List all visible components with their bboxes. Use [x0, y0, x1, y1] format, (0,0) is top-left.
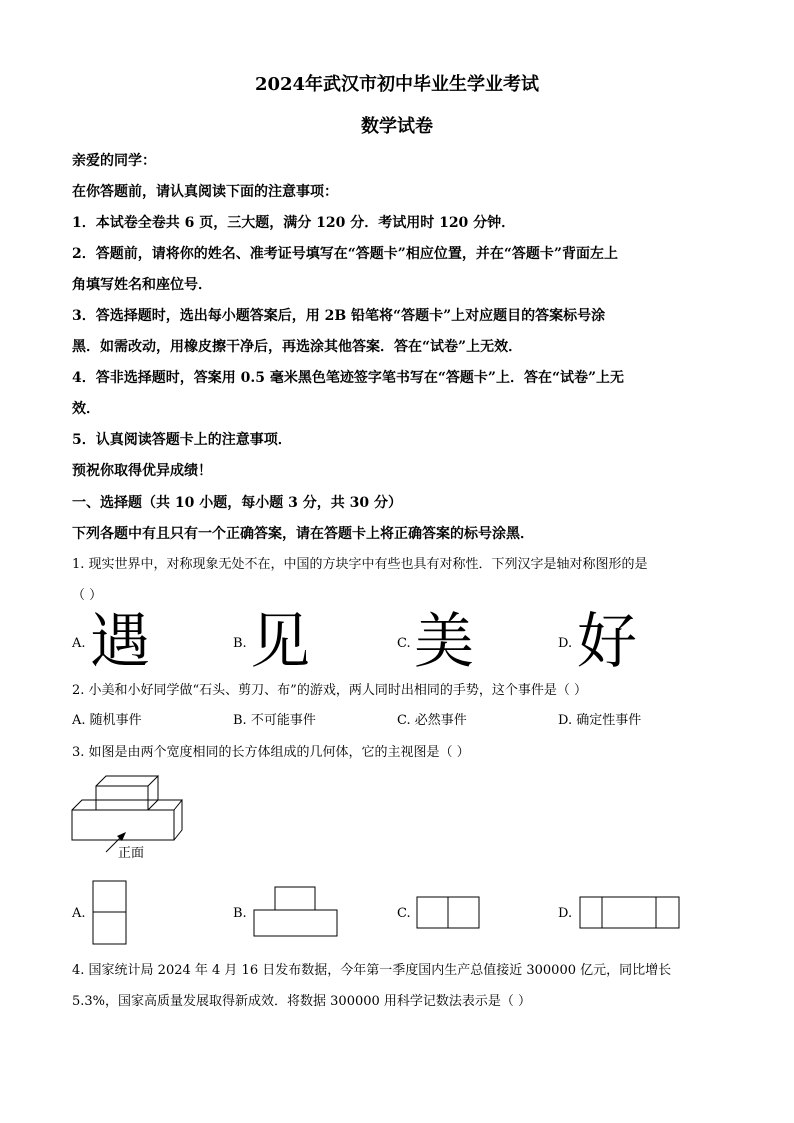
q1-option-c-letter: C.	[397, 636, 411, 651]
q1-option-c-char: 美	[414, 607, 474, 677]
q2-option-b: B. 不可能事件	[233, 713, 316, 728]
note-5: 5．认真阅读答题卡上的注意事项．	[72, 432, 292, 448]
note-4: 4．答非选择题时，答案用 0.5 毫米黑色笔迹签字笔书写在“答题卡”上．答在“试卷”上无	[72, 370, 625, 386]
q3-option-d-letter: D.	[558, 906, 573, 921]
question-2-text: 2. 小美和小好同学做“石头、剪刀、布”的游戏，两人同时出相同的手势，这个事件是（ ）	[72, 683, 587, 698]
section-instruction: 下列各题中有且只有一个正确答案，请在答题卡上将正确答案的标号涂黑．	[72, 526, 534, 542]
q1-option-b-char: 见	[250, 607, 310, 677]
q1-option-d-letter: D.	[558, 636, 573, 651]
q1-option-a-char: 遇	[90, 607, 150, 677]
q1-option-a-letter: A.	[72, 636, 86, 651]
q3-option-c-letter: C.	[397, 906, 411, 921]
note-3: 3．答选择题时，选出每小题答案后，用 2B 铅笔将“答题卡”上对应题目的答案标号涂	[72, 308, 606, 324]
q3-option-b-figure	[253, 886, 339, 938]
instructions-lead: 在你答题前，请认真阅读下面的注意事项：	[72, 184, 338, 200]
q1-option-d-char: 好	[577, 607, 637, 677]
question-4-text: 4. 国家统计局 2024 年 4 月 16 日发布数据，今年第一季度国内生产总值接近 300000 亿元，同比增长	[72, 963, 672, 978]
q2-option-d: D. 确定性事件	[558, 713, 642, 728]
q3-option-b-letter: B.	[233, 906, 247, 921]
q1-option-b-letter: B.	[233, 636, 247, 651]
exam-subtitle: 数学试卷	[361, 116, 433, 137]
section-heading: 一、选择题（共 10 小题，每小题 3 分，共 30 分）	[72, 495, 402, 511]
note-1: 1．本试卷全卷共 6 页，三大题，满分 120 分．考试用时 120 分钟．	[72, 215, 516, 231]
q3-option-a-letter: A.	[72, 906, 86, 921]
q3-option-c-figure	[416, 896, 482, 930]
greeting: 亲爱的同学：	[72, 153, 156, 169]
front-view-label: 正面	[118, 846, 145, 861]
q2-option-a: A. 随机事件	[72, 713, 142, 728]
question-3-text: 3. 如图是由两个宽度相同的长方体组成的几何体，它的主视图是（ ）	[72, 745, 470, 760]
question-1-blank: （ ）	[72, 588, 103, 603]
q3-option-d-figure	[579, 896, 681, 930]
note-4-cont: 效．	[72, 401, 100, 417]
note-3-cont: 黑．如需改动，用橡皮擦干净后，再选涂其他答案．答在“试卷”上无效．	[72, 339, 523, 355]
note-2: 2．答题前，请将你的姓名、准考证号填写在“答题卡”相应位置，并在“答题卡”背面左上	[72, 246, 618, 262]
wish: 预祝你取得优异成绩！	[72, 463, 212, 479]
exam-title: 2024年武汉市初中毕业生学业考试	[254, 74, 540, 95]
q2-option-c: C. 必然事件	[397, 713, 467, 728]
question-4-text-cont: 5.3%，国家高质量发展取得新成效．将数据 300000 用科学记数法表示是（ ）	[72, 994, 532, 1009]
q3-option-a-figure	[92, 880, 128, 946]
note-2-cont: 角填写姓名和座位号．	[72, 277, 212, 293]
question-1-text: 1. 现实世界中，对称现象无处不在，中国的方块字中有些也具有对称性．下列汉字是轴对称图形的是	[72, 557, 648, 572]
